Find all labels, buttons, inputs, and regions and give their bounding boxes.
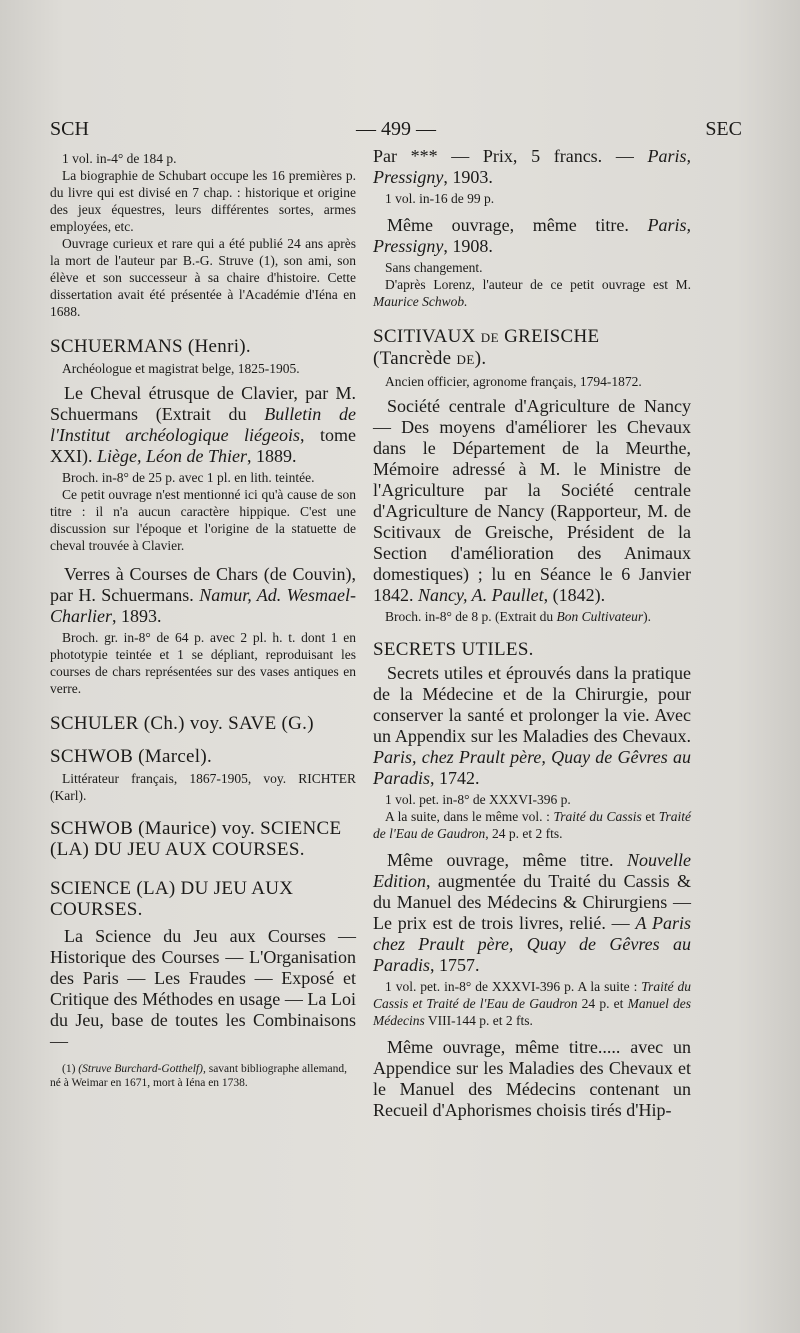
entry-heading: SCHWOB (Marcel). xyxy=(50,746,213,767)
book-title: Le Cheval étrusque de Clavier, par M. Schuermans (Extrait du Bulletin de l'Institut archéologique liégeois, tome XXI). Liège, Léon de Thier, 1889. xyxy=(50,383,356,466)
intro-paragraph: Ouvrage curieux et rare qui a été publié 24 ans après la mort de l'auteur par B.-G. Struve (1), son ami, son élève et son successeur à sa chaire d'histoire. Cette dissertation avait été présentée à l'Académie d'Iéna en 1688. xyxy=(50,236,356,319)
book-title-continued: Par *** — Prix, 5 francs. — Paris, Pressigny, 1903. xyxy=(373,146,692,187)
book-note: Broch. in-8° de 8 p. (Extrait du Bon Cultivateur). xyxy=(385,609,651,624)
entry-heading: SCHULER (Ch.) voy. SAVE (G.) xyxy=(50,713,314,734)
book-title: Même ouvrage, même titre..... avec un Appendice sur les Maladies des Chevaux et le Manuel des Médecins contenant un Recueil d'Aphorismes choisis tirés d'Hip- xyxy=(373,1037,691,1120)
book-title: Société centrale d'Agriculture de Nancy — Des moyens d'améliorer les Chevaux dans le Département de la Meurthe, Mémoire adressé à M. le Ministre de l'Agriculture par la Société centrale d'Agriculture de Nancy (Rapporteur, M. de Scitivaux de Greische, Président de la Section d'amélioration des Animaux domestiques) ; lu en Séance le 6 Janvier 1842. Nancy, A. Paullet, (1842). xyxy=(373,396,691,605)
entry-description: Archéologue et magistrat belge, 1825-1905. xyxy=(62,361,300,376)
book-note: 1 vol. pet. in-8° de XXXVI-396 p. xyxy=(385,792,571,807)
entry-heading: SCITIVAUX DE GREISCHE (Tancrède DE). xyxy=(373,326,600,369)
running-header xyxy=(50,118,742,144)
header-left: SCH xyxy=(50,118,89,140)
book-note: Sans changement. xyxy=(385,260,483,275)
intro-note: 1 vol. in-4° de 184 p. xyxy=(62,151,177,166)
intro-paragraph: La biographie de Schubart occupe les 16 premières p. du livre qui est divisé en 7 chap. : historique et origine des jeux équestres, leurs différentes sortes, armes employées, etc. xyxy=(50,168,356,234)
book-title: Verres à Courses de Chars (de Couvin), par H. Schuermans. Namur, Ad. Wesmael-Charlier, 1893. xyxy=(50,564,356,626)
book-title: Même ouvrage, même titre. Paris, Pressigny, 1908. xyxy=(373,215,691,256)
book-note: Broch. in-8° de 25 p. avec 1 pl. en lith. teintée. xyxy=(62,470,315,485)
entry-description: Littérateur français, 1867-1905, voy. RICHTER (Karl). xyxy=(50,771,356,803)
book-note: 1 vol. in-16 de 99 p. xyxy=(385,191,495,206)
entry-heading: SECRETS UTILES. xyxy=(373,639,534,660)
book-title: Même ouvrage, même titre. Nouvelle Edition, augmentée du Traité du Cassis & du Manuel des Médecins & Chirurgiens — Le prix est de trois livres, relié. — A Paris chez Prault père, Quay de Gêvres au Paradis, 1757. xyxy=(373,850,691,975)
book-note: Broch. gr. in-8° de 64 p. avec 2 pl. h. t. dont 1 en phototypie teintée et 1 se dépliant, reproduisant les courses de chars représentées sur des vases antiques en verre. xyxy=(50,630,356,696)
footnote: (1) (Struve Burchard-Gotthelf), savant bibliographe allemand, né à Weimar en 1671, mort à Iéna en 1738. xyxy=(50,1063,347,1089)
book-note: Ce petit ouvrage n'est mentionné ici qu'à cause de son titre : il n'a aucun caractère hippique. C'est une discussion sur l'époque et l'origine de la statuette de cheval trouvée à Clavier. xyxy=(50,487,356,553)
book-title: Secrets utiles et éprouvés dans la pratique de la Médecine et de la Chirurgie, pour conserver la santé et prolonger la vie. Avec un Appendix sur les Maladies des Chevaux. Paris, chez Prault père, Quay de Gêvres au Paradis, 1742. xyxy=(373,663,691,788)
book-note: A la suite, dans le même vol. : Traité du Cassis et Traité de l'Eau de Gaudron, 24 p. et 2 fts. xyxy=(373,809,691,841)
book-title: La Science du Jeu aux Courses — Historique des Courses — L'Organisation des Paris — Les Fraudes — Exposé et Critique des Méthodes en usage — La Loi du Jeu, base de toutes les Combinaisons — xyxy=(50,926,356,1051)
book-note: 1 vol. pet. in-8° de XXXVI-396 p. A la suite : Traité du Cassis et Traité de l'Eau de Gaudron 24 p. et Manuel des Médecins VIII-144 p. et 2 fts. xyxy=(373,979,692,1028)
header-right: SEC xyxy=(705,118,742,140)
entry-heading: SCHWOB (Maurice) voy. SCIENCE (LA) DU JEU AUX COURSES. xyxy=(50,818,342,860)
page-number: — 499 — xyxy=(356,118,436,140)
entry-heading: SCIENCE (LA) DU JEU AUX COURSES. xyxy=(50,878,294,920)
entry-heading: SCHUERMANS (Henri). xyxy=(50,336,251,357)
entry-description: Ancien officier, agronome français, 1794-1872. xyxy=(385,374,642,389)
right-column xyxy=(373,146,691,1123)
left-column xyxy=(50,146,356,1102)
book-note: D'après Lorenz, l'auteur de ce petit ouvrage est M. Maurice Schwob. xyxy=(373,277,691,309)
